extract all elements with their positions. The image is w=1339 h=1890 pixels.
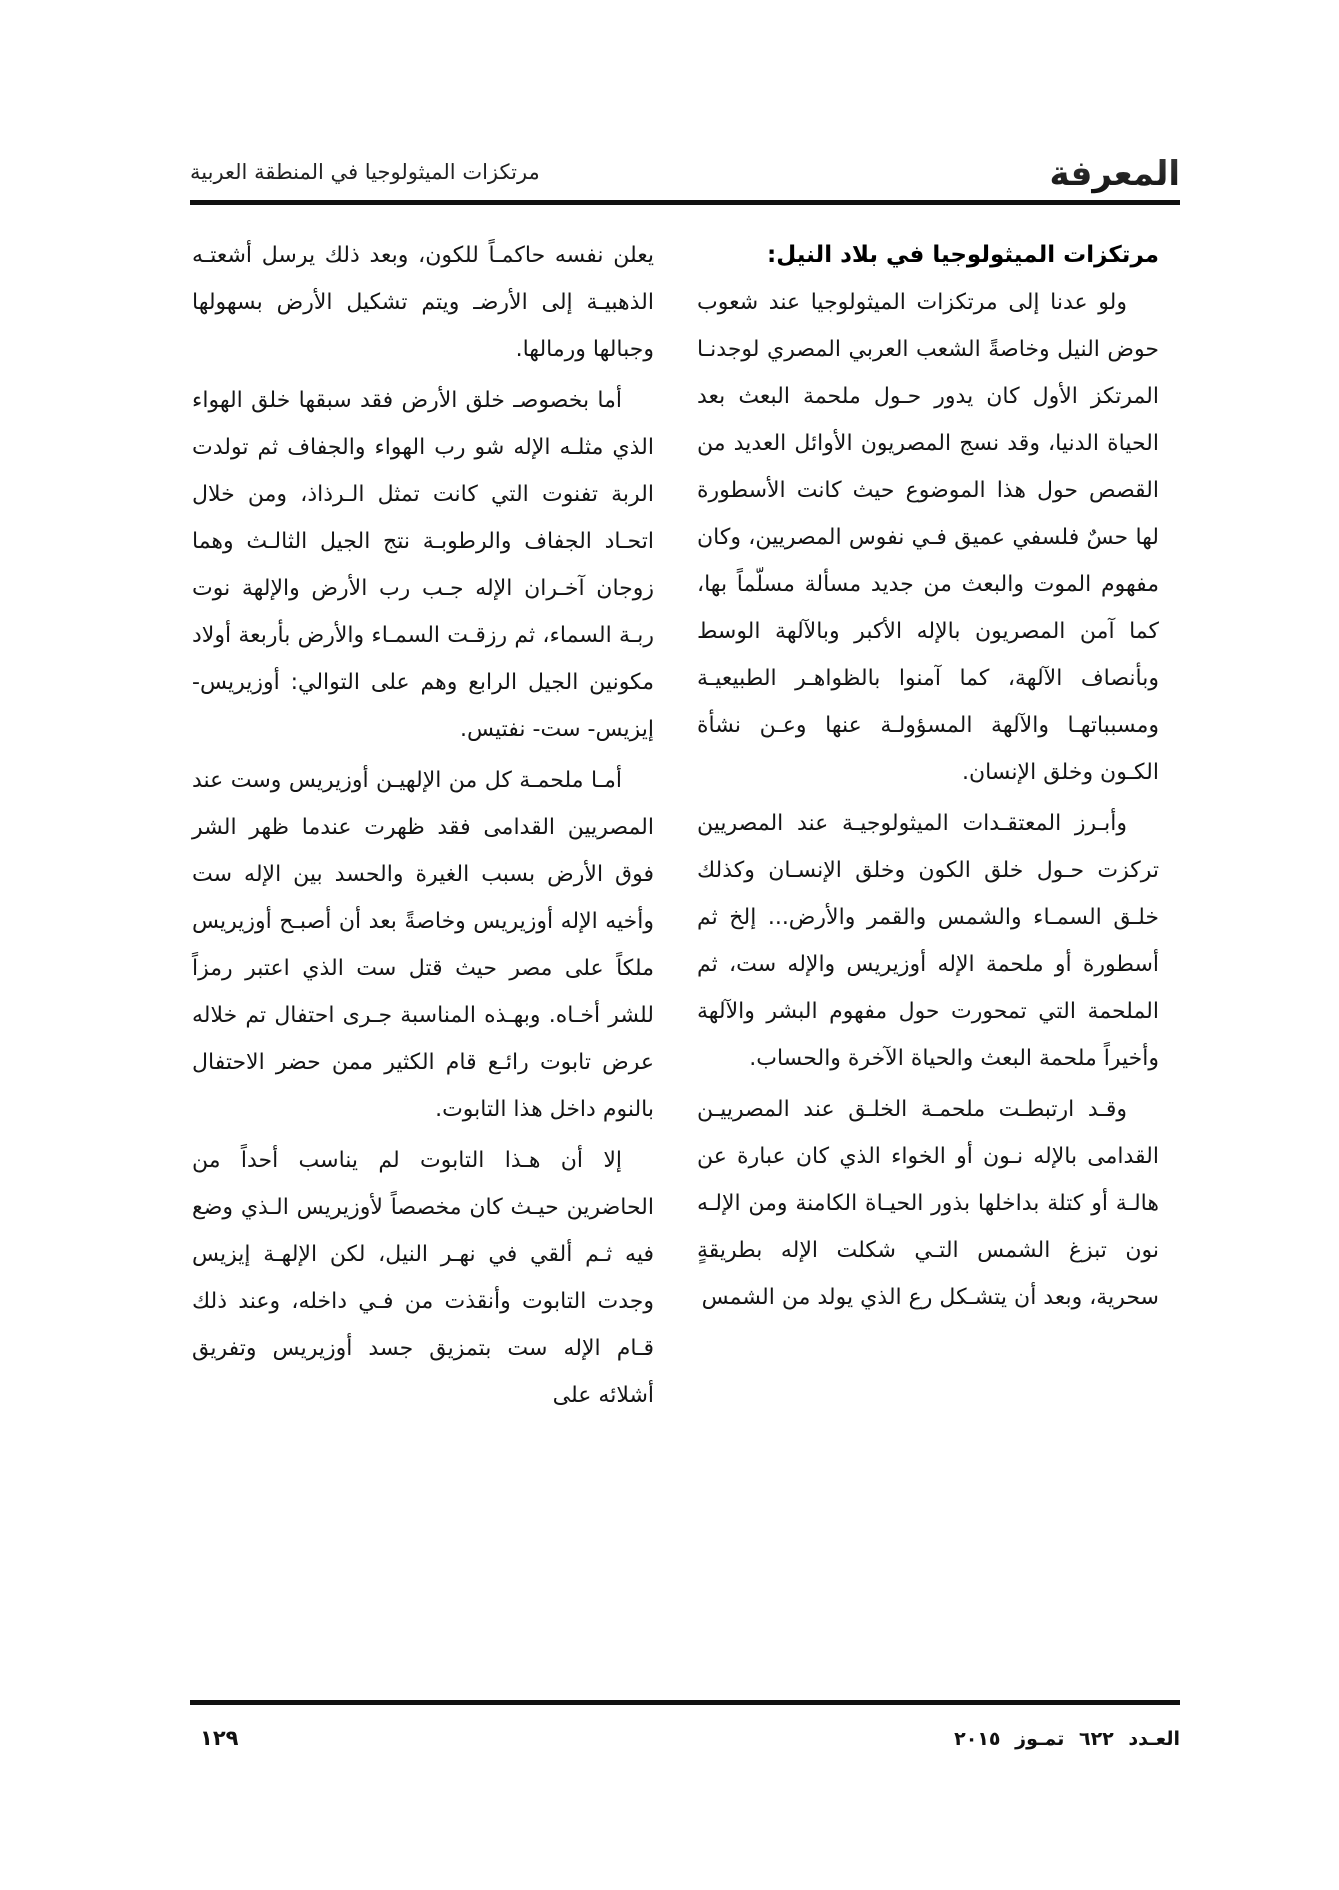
paragraph: يعلن نفسه حاكمـاً للكون، وبعد ذلك يرسل أشعتـه الذهبيـة إلى الأرضـ ويتم تشكيل الأرض بسهولها وجبالها ورمالها. bbox=[192, 243, 654, 362]
paragraph: ولو عدنا إلى مرتكزات الميثولوجيا عند شعوب حوض النيل وخاصةً الشعب العربي المصري لوجدنـا المرتكز الأول كان يدور حـول ملحمة البعث بعد الحياة الدنيا، وقد نسج المصريون الأوائل العديد من القصص حول هذا الموضوع حيث كانت الأسطورة لها حسٌ فلسفي عميق فـي نفوس المصريين، وكان مفهوم الموت والبعث من جديد مسألة مسلّماً بها، كما آمن المصريون بالإله الأكبر وبالآلهة الوسط وبأنصاف الآلهة، كما آمنوا بالظواهـر الطبيعيـة ومسبباتهـا والآلهة المسؤولـة عنها وعـن نشأة الكـون وخلق الإنسان. bbox=[697, 290, 1159, 785]
running-title: مرتكزات الميثولوجيا في المنطقة العربية bbox=[190, 160, 540, 184]
header-rule bbox=[190, 200, 1180, 205]
magazine-logo: المعرفة bbox=[1049, 154, 1180, 194]
page-footer bbox=[190, 1722, 1180, 1762]
section-heading: مرتكزات الميثولوجيا في بلاد النيل: bbox=[767, 242, 1159, 268]
page-header bbox=[190, 150, 1180, 198]
right-column bbox=[697, 232, 1159, 1321]
footer-rule bbox=[190, 1700, 1180, 1705]
paragraph: وقـد ارتبطـت ملحمـة الخلـق عند المصرييـن القدامى بالإله نـون أو الخواء الذي كان عبارة عن هالـة أو كتلة بداخلها بذور الحيـاة الكامنة ومن الإلـه نون تبزغ الشمس التـي شكلت الإله بطريقةٍ سحرية، وبعد أن يتشـكل رع الذي يولد من الشمس bbox=[697, 1097, 1159, 1310]
issue-info: العـدد ٦٢٢ تمـوز ٢٠١٥ bbox=[954, 1728, 1180, 1750]
paragraph: وأبـرز المعتقـدات الميثولوجيـة عند المصريين تركزت حـول خلق الكون وخلق الإنسـان وكذلك خلـق السمـاء والشمس والقمر والأرض... إلخ ثم أسطورة أو ملحمة الإله أوزيريس والإله ست، ثم الملحمة التي تمحورت حول مفهوم البشر والآلهة وأخيراً ملحمة البعث والحياة الآخرة والحساب. bbox=[697, 811, 1159, 1071]
paragraph: أما بخصوصـ خلق الأرض فقد سبقها خلق الهواء الذي مثلـه الإله شو رب الهواء والجفاف ثم تولدت الربة تفنوت التي كانت تمثل الـرذاذ، ومن خلال اتحـاد الجفاف والرطوبـة نتج الجيل الثالـث وهما زوجان آخـران الإله جـب رب الأرض والإلهة نوت ربـة السماء، ثم رزقـت السمـاء والأرض بأربعة أولاد مكونين الجيل الرابع وهم على التوالي: أوزيريس- إيزيس- ست- نفتيس. bbox=[192, 388, 654, 742]
paragraph: أمـا ملحمـة كل من الإلهيـن أوزيريس وست عند المصريين القدامى فقد ظهرت عندما ظهر الشر فوق الأرض بسبب الغيرة والحسد بين الإله ست وأخيه الإله أوزيريس وخاصةً بعد أن أصبـح أوزيريس ملكاً على مصر حيث قتل ست الذي اعتبر رمزاً للشر أخـاه. وبهـذه المناسبة جـرى احتفال تم خلاله عرض تابوت رائـع قام الكثير ممن حضر الاحتفال بالنوم داخل هذا التابوت. bbox=[192, 768, 654, 1122]
page-number: ١٢٩ bbox=[200, 1726, 239, 1750]
paragraph: إلا أن هـذا التابوت لم يناسب أحداً من الحاضرين حيـث كان مخصصاً لأوزيريس الـذي وضع فيه ثـم ألقي في نهـر النيل، لكن الإلهـة إيزيس وجدت التابوت وأنقذت من فـي داخله، وعند ذلك قـام الإله ست بتمزيق جسد أوزيريس وتفريق أشلائه على bbox=[192, 1148, 654, 1408]
left-column bbox=[192, 232, 654, 1419]
